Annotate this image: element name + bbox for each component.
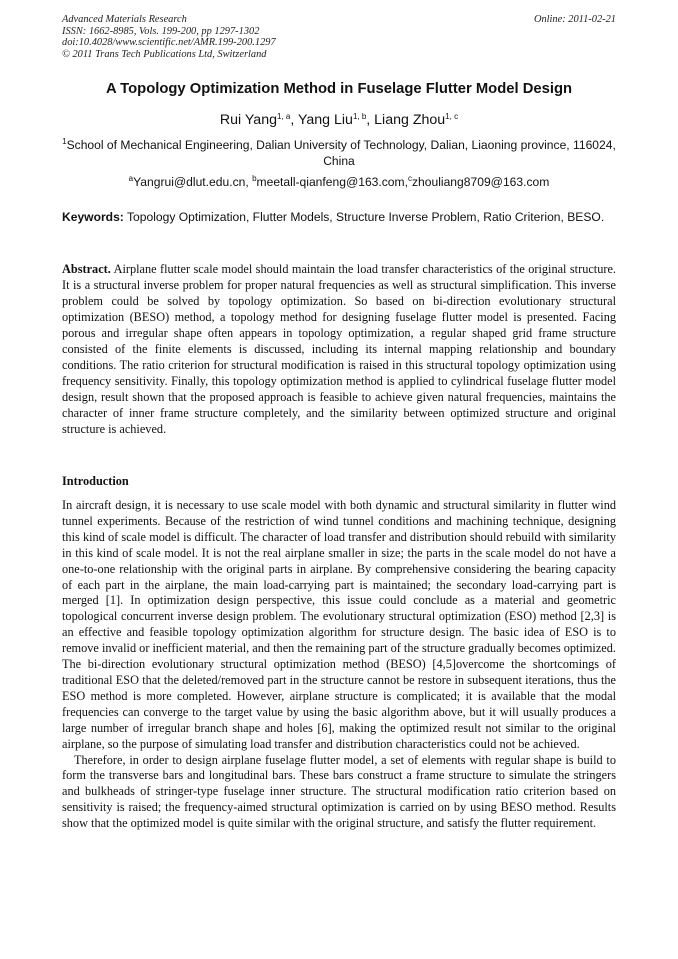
email-superscript: a (128, 174, 134, 183)
author-name: Rui Yang (219, 112, 277, 128)
author-list: Rui Yang$^{1, a}$, Yang Liu$^{1, b}$, Liang Zhou$^{1, c}$ (219, 112, 459, 128)
abstract (62, 262, 616, 437)
keywords-text: Topology Optimization, Flutter Models, Structure Inverse Problem, Ratio Criterion, BESO. (126, 210, 605, 224)
author-name: Liang Zhou (374, 112, 446, 128)
paragraph: Therefore, in order to design airplane fuselage flutter model, a set of elements with regular shape is build to form the transverse bars and longitudinal bars. These bars construct a frame structure to simulate the stringers and bulkheads of stringer-type fuselage inner structure. The structural modification ratio criterion based on sensitivity is raised; the frequency-aimed structural optimization is carried on by using BESO method. Results show that the optimized model is quite similar with the original structure, and satisfy the flutter requirement. (62, 752, 616, 831)
keywords (62, 210, 616, 226)
affiliation-superscript: 1 (62, 137, 67, 146)
journal-header (62, 14, 616, 60)
author-superscript: 1, a (276, 112, 291, 121)
email-superscript: b (252, 174, 257, 183)
journal-name: Advanced Materials Research (62, 14, 187, 25)
email-address[interactable]: zhouliang8709@163.com (411, 175, 550, 189)
paper-title: A Topology Optimization Method in Fuselage Flutter Model Design (105, 81, 573, 97)
keywords-label: Keywords: (62, 210, 124, 224)
online-date: Online: 2011-02-21 (533, 14, 616, 25)
abstract-text: Airplane flutter scale model should maintain the load transfer characteristics of the original structure. It is a structural inverse problem for proper natural frequencies as well as structural simplification. This inverse problem could be solved by topology optimization. So based on bi-direction evolutionary structural optimization (BESO) method, a topology method for designing fuselage flutter model is presented. Facing porous and irregular shape often appears in topology optimization, a regular shaped grid frame structure consisted of the finite elements is discussed, including its internal mapping relationship and boundary conditions. The ratio criterion for structural modification is raised in this structural topology optimization using frequency sensitivity. Finally, this topology optimization method is applied to cylindrical fuselage flutter model design, result shown that the proposed approach is feasible to achieve given natural frequencies, maintains the character of inner frame structure completely, and the similarity between optimized structure and original structure is achieved. (62, 262, 616, 436)
email-address[interactable]: meetall-qianfeng@163.com (256, 175, 405, 189)
journal-copyright: © 2011 Trans Tech Publications Ltd, Switzerland (62, 48, 267, 60)
author-name: Yang Liu (297, 112, 353, 128)
introduction-body (62, 498, 616, 832)
email-list: $^a$Yangrui@dlut.edu.cn, $^b$meetall-qianfeng@163.com,$^c$zhouliang8709@163.com (128, 174, 550, 189)
abstract-label: Abstract. (62, 262, 111, 276)
affiliation (62, 138, 616, 169)
email-superscript: c (407, 174, 412, 183)
section-heading-introduction: Introduction (62, 474, 129, 488)
author-superscript: 1, c (445, 112, 459, 121)
author-superscript: 1, b (352, 112, 367, 121)
paragraph: In aircraft design, it is necessary to use scale model with both dynamic and structural similarity in flutter wind tunnel experiments. Because of the restriction of wind tunnel conditions and machining technique, designing this kind of scale model is difficult. The character of load transfer and distribution should rebuild with similarity in this kind of scale model. It is not the real airplane smaller in size; the parts in the scale model do not have a one-to-one relationship with the original parts in airplane. By comprehensive considering the bearing capacity of each part in the airplane, the main load-carrying part is maintained; the secondary load-carrying part is merged [1]. In optimization design perspective, this issue could conclude as a material and geometric topological concurrent inverse design problem. The evolutionary structural optimization (ESO) method [2,3] is an effective and feasible topology optimization algorithm for structure design. The basic idea of ESO is to remove invalid or inefficient material, and then the remaining part of the structure gradually becomes optimized. The bi-direction evolutionary structural optimization method (BESO) [4,5]overcome the shortcomings of traditional ESO that the deleted/removed part in the structure cannot be restore in subsequent iterations, thus the ESO method is more completed. However, airplane structure is complicated; it is available that the modal frequencies can converge to the target value by using the basic algorithm above, but it will usually produces a large number of irregular branch shape and holes [6], making the optimized result not similar to the original airplane, so the purpose of simulating load transfer and distribution characteristics could not be achieved. (62, 498, 616, 751)
journal-doi: doi:10.4028/www.scientific.net/AMR.199-200.1297 (62, 37, 276, 49)
affiliation-text: School of Mechanical Engineering, Dalian University of Technology, Dalian, Liaoning province, 116024, China (66, 138, 616, 168)
journal-issn: ISSN: 1662-8985, Vols. 199-200, pp 1297-1302 (62, 25, 260, 37)
email-address[interactable]: Yangrui@dlut.edu.cn (133, 175, 246, 189)
